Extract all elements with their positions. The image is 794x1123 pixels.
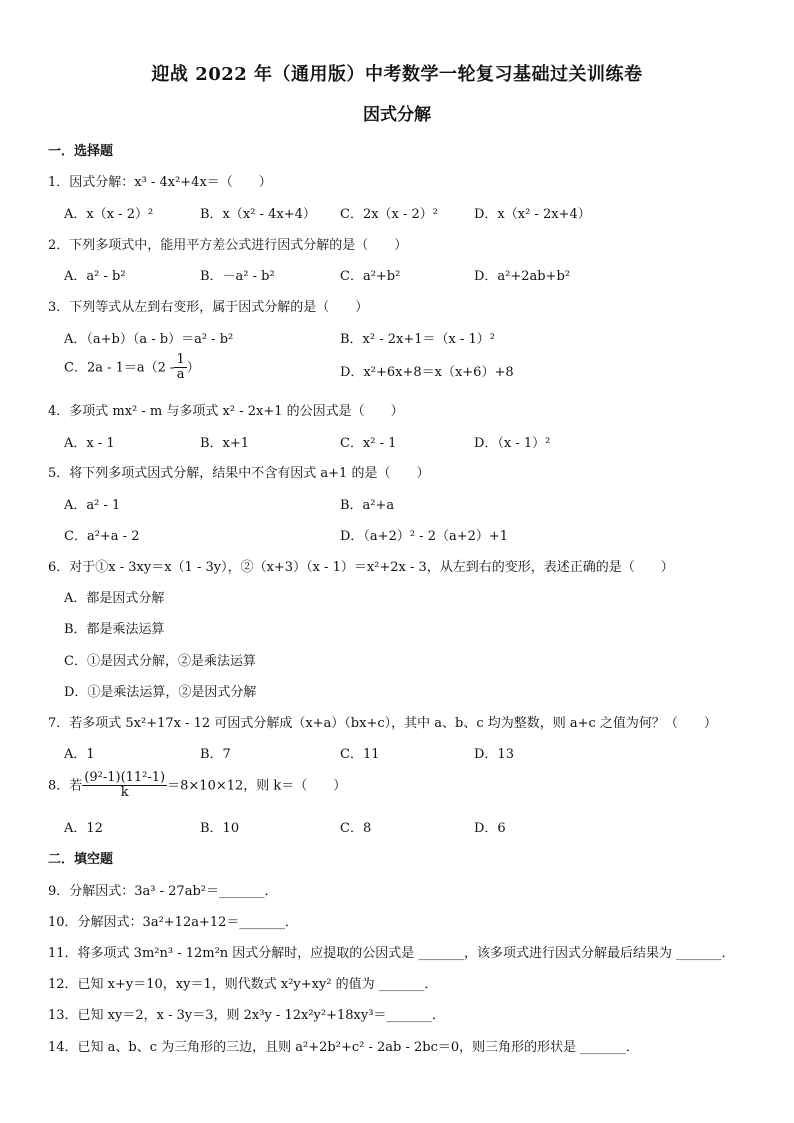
question-4: 4．多项式 mx² - m 与多项式 x² - 2x+1 的公因式是（ ）	[48, 404, 404, 419]
q6-option-a: A．都是因式分解	[64, 591, 165, 606]
question-13: 13．已知 xy＝2，x - 3y＝3，则 2x³y - 12x²y²+18xy³＝_______．	[48, 1008, 445, 1023]
q6-option-d: D．①是乘法运算，②是因式分解	[64, 685, 257, 700]
q4-option-d: D．（x - 1）²	[474, 436, 551, 451]
q4-option-c: C．x² - 1	[340, 436, 397, 451]
q7-option-a: A．1	[64, 747, 95, 762]
q3-fraction-denominator: a	[176, 367, 185, 383]
q1-option-c: C．2x（x - 2）²	[340, 207, 439, 222]
q8-option-a: A．12	[64, 821, 103, 836]
q8-stem-prefix: 8．若	[48, 778, 83, 794]
q3-fraction-numerator: 1	[176, 352, 185, 367]
section-heading-choice: 一．选择题	[48, 144, 114, 159]
q8-fraction-denominator: k	[120, 785, 129, 801]
q2-option-c: C．a²+b²	[340, 269, 401, 284]
q5-option-c: C．a²+a - 2	[64, 529, 140, 544]
question-2: 2．下列多项式中，能用平方差公式进行因式分解的是（ ）	[48, 238, 408, 253]
question-11: 11．将多项式 3m²n³ - 12m²n 因式分解时，应提取的公因式是 _______，该多项式进行因式分解最后结果为 _______．	[48, 946, 735, 961]
q5-option-d: D．（a+2）² - 2（a+2）+1	[340, 529, 509, 544]
question-14: 14．已知 a、b、c 为三角形的三边，且则 a²+2b²+c² - 2ab - 2bc＝0，则三角形的形状是 _______．	[48, 1040, 639, 1055]
q3-fraction	[174, 353, 186, 383]
question-12: 12．已知 x+y＝10，xy＝1，则代数式 x²y+xy² 的值为 _______．	[48, 977, 438, 992]
q4-option-a: A．x - 1	[64, 436, 115, 451]
q8-option-d: D．6	[474, 821, 506, 836]
page-subtitle: 因式分解	[363, 105, 431, 125]
q8-option-c: C．8	[340, 821, 372, 836]
q2-option-a: A．a² - b²	[64, 269, 126, 284]
page-title: 迎战 2022 年（通用版）中考数学一轮复习基础过关训练卷	[151, 64, 643, 85]
q8-fraction	[82, 771, 167, 801]
q1-option-d: D．x（x² - 2x+4）	[474, 207, 591, 222]
q2-option-b: B．－a² - b²	[200, 269, 275, 284]
q5-option-a: A．a² - 1	[64, 498, 121, 513]
q2-option-d: D．a²+2ab+b²	[474, 269, 571, 284]
q8-fraction-numerator: (9²-1)(11²-1)	[84, 770, 166, 785]
q3-option-b: B．x² - 2x+1＝（x - 1）²	[340, 332, 495, 347]
q8-option-b: B．10	[200, 821, 240, 836]
q7-option-d: D．13	[474, 747, 514, 762]
q1-option-a: A．x（x - 2）²	[64, 207, 154, 222]
question-3: 3．下列等式从左到右变形，属于因式分解的是（ ）	[48, 300, 369, 315]
q3-option-c-text: C．2a - 1＝a（2 -	[64, 360, 175, 376]
q5-option-b: B．a²+a	[340, 498, 395, 513]
q1-option-b: B．x（x² - 4x+4）	[200, 207, 316, 222]
question-8	[48, 771, 346, 801]
question-9: 9．分解因式：3a³ - 27ab²＝_______．	[48, 884, 278, 899]
q3-option-d: D．x²+6x+8＝x（x+6）+8	[340, 365, 514, 380]
question-5: 5．将下列多项式因式分解，结果中不含有因式 a+1 的是（ ）	[48, 466, 430, 481]
q3-option-a: A．（a+b）（a - b）＝a² - b²	[64, 332, 234, 347]
section-heading-fill: 二．填空题	[48, 852, 114, 867]
question-10: 10．分解因式：3a²+12a+12＝_______．	[48, 915, 298, 930]
q8-stem-suffix: ＝8×10×12，则 k＝（ ）	[167, 778, 347, 794]
q6-option-b: B．都是乘法运算	[64, 622, 165, 637]
question-7: 7．若多项式 5x²+17x - 12 可因式分解成（x+a）（bx+c），其中 a、b、c 均为整数，则 a+c 之值为何？（ ）	[48, 716, 717, 731]
q3-option-c	[64, 353, 200, 383]
question-1: 1．因式分解：x³ - 4x²+4x＝（ ）	[48, 175, 272, 190]
q7-option-c: C．11	[340, 747, 380, 762]
q3-close-paren: ）	[186, 360, 200, 376]
q6-option-c: C．①是因式分解，②是乘法运算	[64, 654, 256, 669]
q7-option-b: B．7	[200, 747, 231, 762]
question-6: 6．对于①x - 3xy＝x（1 - 3y），②（x+3）（x - 1）＝x²+2x - 3，从左到右的变形，表述正确的是（ ）	[48, 560, 674, 575]
q4-option-b: B．x+1	[200, 436, 250, 451]
